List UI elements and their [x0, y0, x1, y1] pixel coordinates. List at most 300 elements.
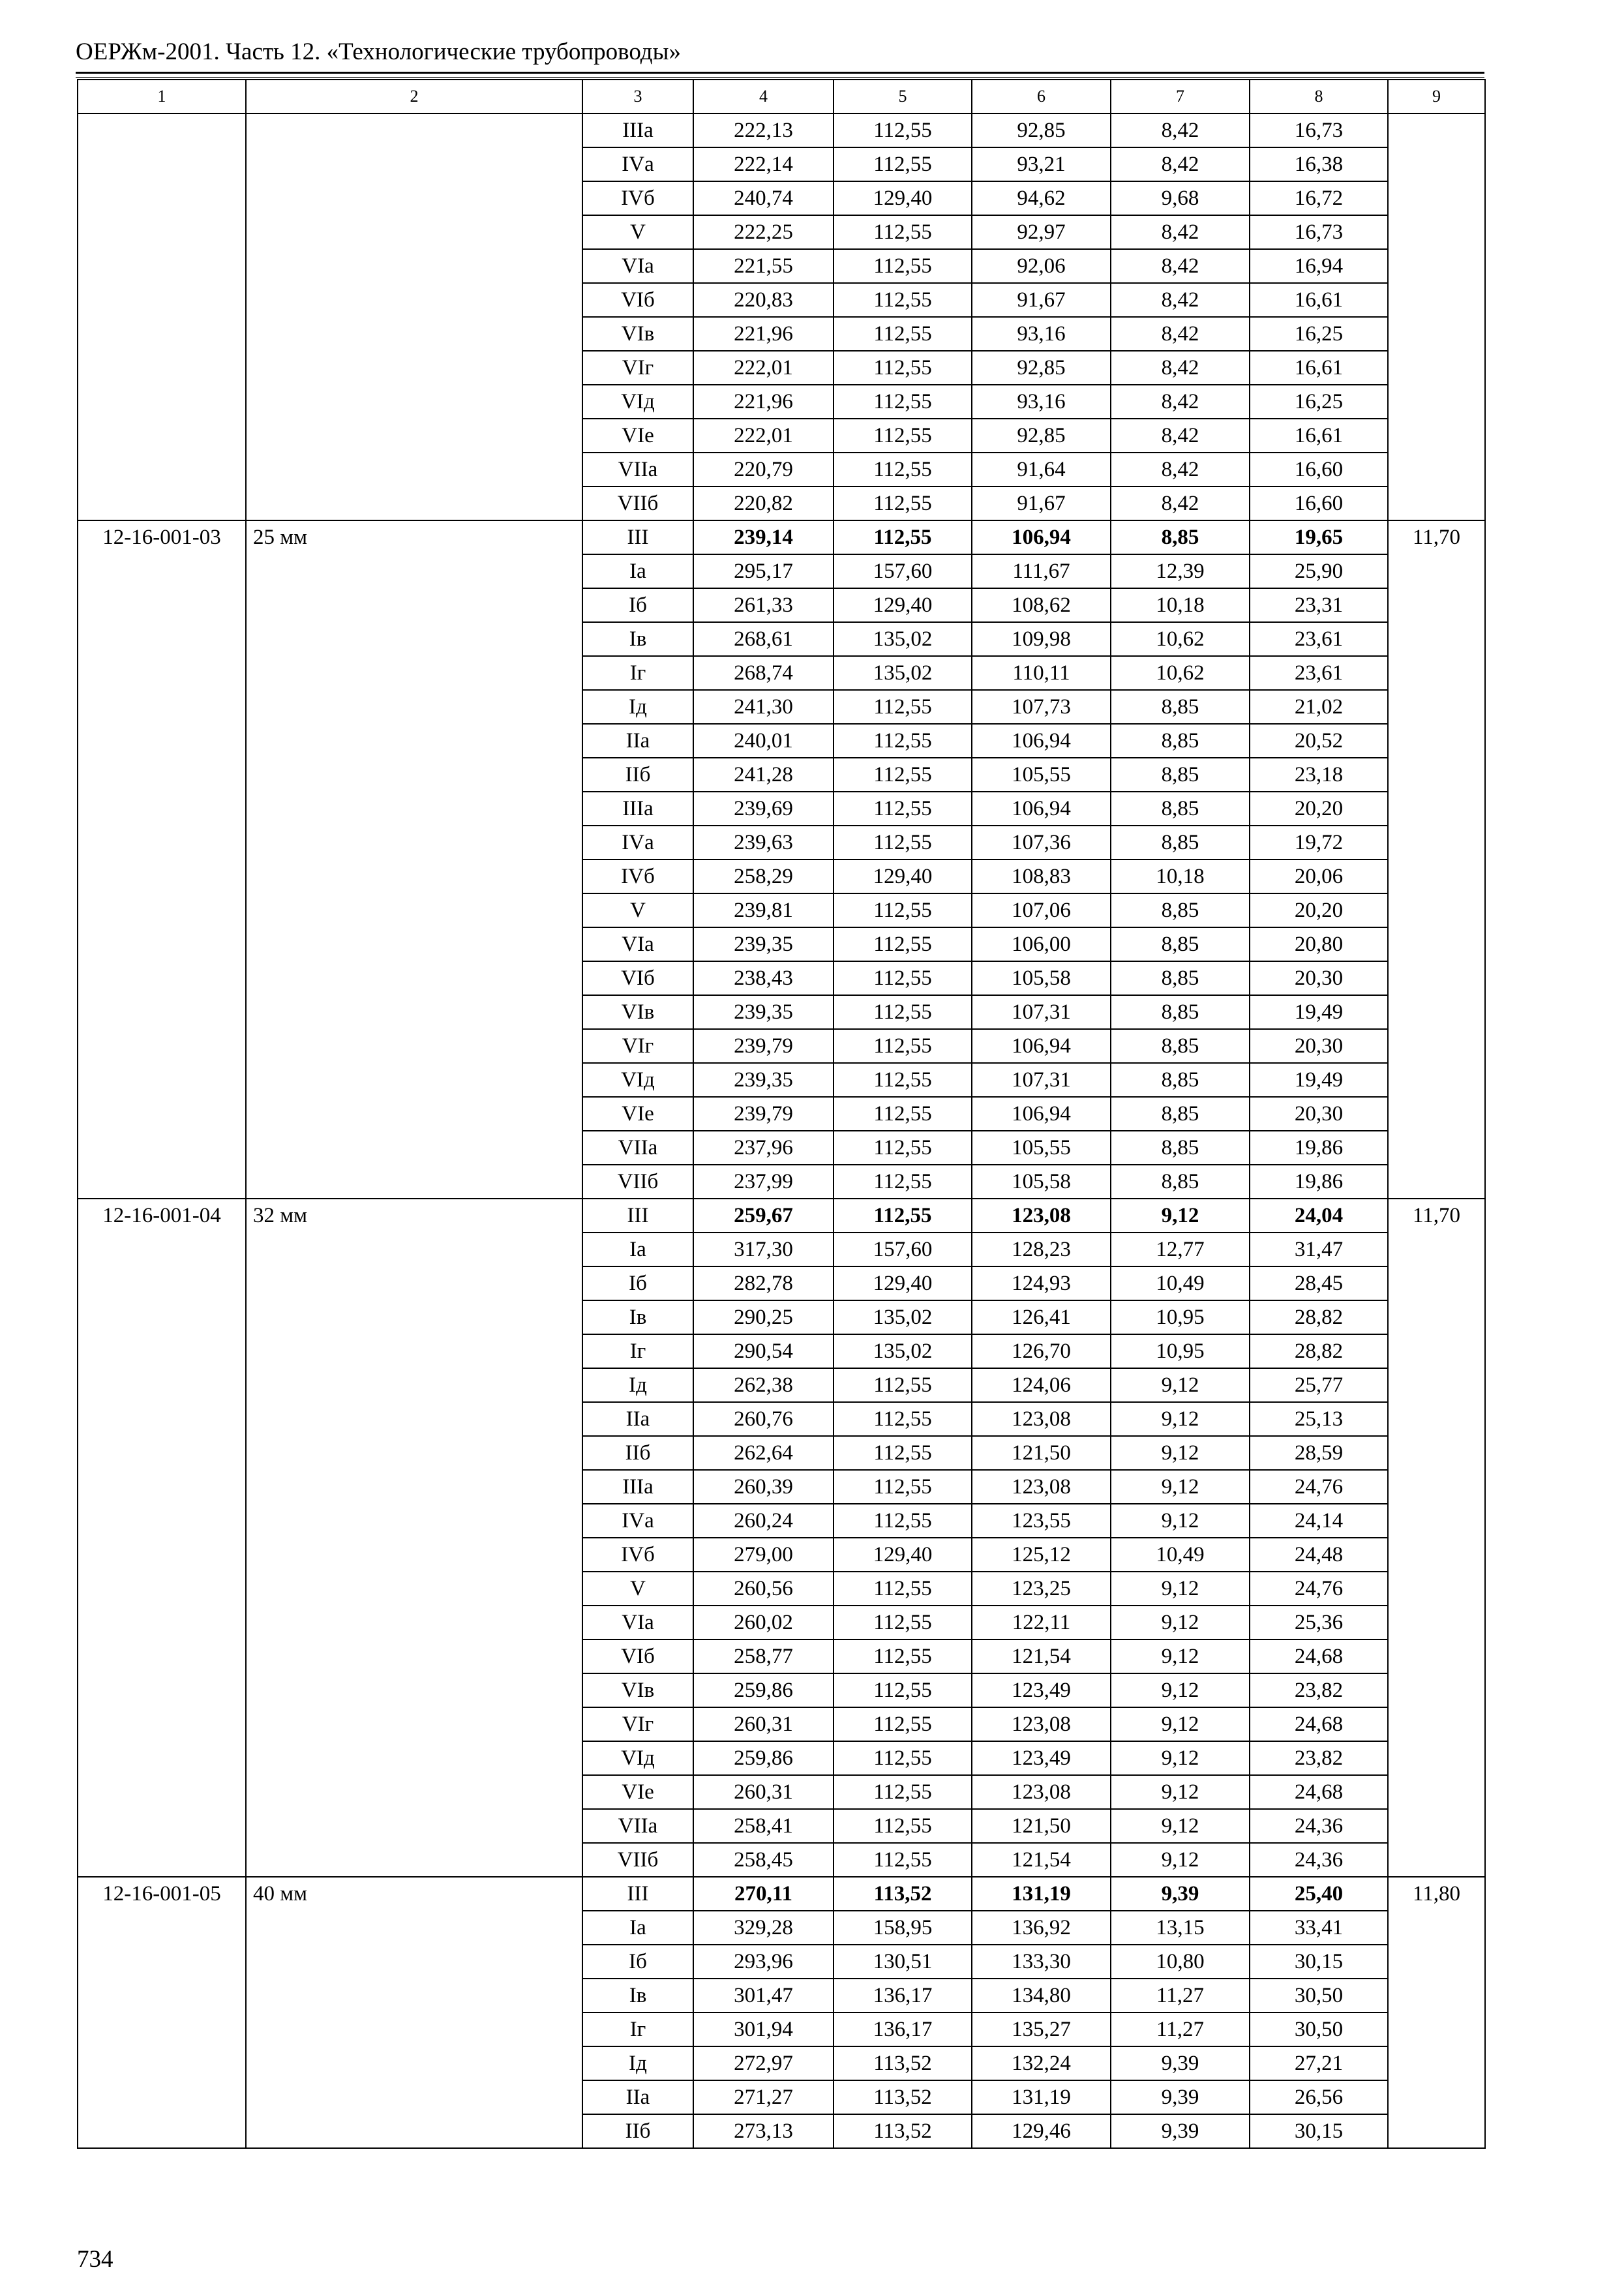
section-cell: IVа — [582, 1504, 693, 1538]
value-cell: 290,54 — [693, 1334, 834, 1368]
value-cell: 135,02 — [834, 656, 972, 690]
section-cell: V — [582, 1572, 693, 1606]
section-cell: IIIа — [582, 792, 693, 826]
value-cell: 8,85 — [1111, 1063, 1250, 1097]
value-cell: 112,55 — [834, 1606, 972, 1639]
value-cell: 23,82 — [1250, 1673, 1388, 1707]
value-cell: 108,62 — [972, 588, 1111, 622]
value-cell: 129,40 — [834, 1538, 972, 1572]
rates-table — [77, 79, 1486, 2149]
value-cell: 20,06 — [1250, 860, 1388, 893]
value-cell: 9,68 — [1111, 181, 1250, 215]
value-cell: 268,61 — [693, 622, 834, 656]
value-cell: 112,55 — [834, 758, 972, 792]
value-cell: 10,80 — [1111, 1945, 1250, 1979]
value-cell: 8,42 — [1111, 113, 1250, 147]
value-cell: 30,15 — [1250, 2114, 1388, 2148]
section-cell: VIIа — [582, 1809, 693, 1843]
value-cell: 20,20 — [1250, 893, 1388, 927]
value-cell: 8,85 — [1111, 724, 1250, 758]
value-cell: 28,59 — [1250, 1436, 1388, 1470]
value-cell: 136,92 — [972, 1911, 1111, 1945]
value-cell: 8,85 — [1111, 927, 1250, 961]
value-cell: 9,12 — [1111, 1402, 1250, 1436]
value-cell: 28,82 — [1250, 1334, 1388, 1368]
section-cell: VIд — [582, 1063, 693, 1097]
value-cell: 136,17 — [834, 1979, 972, 2012]
value-cell: 106,94 — [972, 724, 1111, 758]
value-cell: 24,68 — [1250, 1775, 1388, 1809]
section-cell: IIб — [582, 1436, 693, 1470]
value-cell: 16,61 — [1250, 283, 1388, 317]
value-cell: 112,55 — [834, 1402, 972, 1436]
value-cell: 112,55 — [834, 147, 972, 181]
value-cell: 260,31 — [693, 1775, 834, 1809]
value-cell: 239,69 — [693, 792, 834, 826]
value-cell: 16,61 — [1250, 351, 1388, 385]
value-cell: 112,55 — [834, 1775, 972, 1809]
value-cell: 262,38 — [693, 1368, 834, 1402]
value-cell: 24,14 — [1250, 1504, 1388, 1538]
value-cell: 30,50 — [1250, 2012, 1388, 2046]
value-cell: 92,06 — [972, 249, 1111, 283]
value-cell: 123,08 — [972, 1199, 1111, 1233]
value-cell: 222,13 — [693, 113, 834, 147]
value-cell: 301,47 — [693, 1979, 834, 2012]
value-cell: 112,55 — [834, 1199, 972, 1233]
value-cell: 23,82 — [1250, 1741, 1388, 1775]
value-cell: 112,55 — [834, 520, 972, 554]
column-number: 4 — [693, 80, 834, 113]
section-cell: Iг — [582, 656, 693, 690]
value-cell: 8,42 — [1111, 486, 1250, 520]
value-cell: 129,40 — [834, 181, 972, 215]
value-cell: 8,85 — [1111, 690, 1250, 724]
value-cell: 9,39 — [1111, 2080, 1250, 2114]
column-number: 2 — [246, 80, 582, 113]
value-cell: 8,42 — [1111, 419, 1250, 453]
value-cell: 112,55 — [834, 1165, 972, 1199]
value-cell: 8,42 — [1111, 215, 1250, 249]
col9-value-cell: 11,70 — [1388, 1199, 1485, 1877]
value-cell: 16,94 — [1250, 249, 1388, 283]
value-cell: 30,15 — [1250, 1945, 1388, 1979]
column-number: 8 — [1250, 80, 1388, 113]
section-cell: Iд — [582, 2046, 693, 2080]
value-cell: 10,49 — [1111, 1266, 1250, 1300]
value-cell: 10,49 — [1111, 1538, 1250, 1572]
value-cell: 107,36 — [972, 826, 1111, 860]
value-cell: 112,55 — [834, 113, 972, 147]
value-cell: 9,12 — [1111, 1504, 1250, 1538]
section-cell: IVб — [582, 1538, 693, 1572]
value-cell: 260,24 — [693, 1504, 834, 1538]
value-cell: 9,12 — [1111, 1606, 1250, 1639]
value-cell: 222,25 — [693, 215, 834, 249]
pipe-diameter-cell: 25 мм — [246, 520, 582, 1199]
value-cell: 8,42 — [1111, 351, 1250, 385]
value-cell: 237,96 — [693, 1131, 834, 1165]
table-row — [78, 1877, 1485, 1911]
value-cell: 220,79 — [693, 453, 834, 486]
value-cell: 131,19 — [972, 1877, 1111, 1911]
value-cell: 241,30 — [693, 690, 834, 724]
value-cell: 16,73 — [1250, 215, 1388, 249]
value-cell: 124,93 — [972, 1266, 1111, 1300]
section-cell: IIа — [582, 1402, 693, 1436]
value-cell: 10,18 — [1111, 860, 1250, 893]
value-cell: 24,68 — [1250, 1639, 1388, 1673]
value-cell: 23,61 — [1250, 656, 1388, 690]
value-cell: 24,76 — [1250, 1470, 1388, 1504]
column-number: 1 — [78, 80, 246, 113]
rate-code-cell: 12-16-001-05 — [78, 1877, 246, 2148]
value-cell: 113,52 — [834, 2114, 972, 2148]
value-cell: 21,02 — [1250, 690, 1388, 724]
column-number-row — [78, 80, 1485, 113]
page-header-title: ОЕРЖм-2001. Часть 12. «Технологические трубопроводы» — [76, 38, 681, 65]
value-cell: 106,94 — [972, 1097, 1111, 1131]
value-cell: 157,60 — [834, 554, 972, 588]
value-cell: 258,45 — [693, 1843, 834, 1877]
value-cell: 9,12 — [1111, 1843, 1250, 1877]
value-cell: 121,54 — [972, 1639, 1111, 1673]
value-cell: 260,02 — [693, 1606, 834, 1639]
value-cell: 241,28 — [693, 758, 834, 792]
value-cell: 239,79 — [693, 1097, 834, 1131]
section-cell: Iв — [582, 1979, 693, 2012]
section-cell: VIе — [582, 1097, 693, 1131]
value-cell: 19,49 — [1250, 995, 1388, 1029]
value-cell: 8,42 — [1111, 317, 1250, 351]
value-cell: 128,23 — [972, 1233, 1111, 1266]
value-cell: 129,46 — [972, 2114, 1111, 2148]
value-cell: 25,77 — [1250, 1368, 1388, 1402]
value-cell: 16,25 — [1250, 317, 1388, 351]
value-cell: 259,67 — [693, 1199, 834, 1233]
section-cell: Iв — [582, 1300, 693, 1334]
value-cell: 221,55 — [693, 249, 834, 283]
column-number: 6 — [972, 80, 1111, 113]
value-cell: 262,64 — [693, 1436, 834, 1470]
value-cell: 24,68 — [1250, 1707, 1388, 1741]
value-cell: 23,31 — [1250, 588, 1388, 622]
section-cell: Iв — [582, 622, 693, 656]
value-cell: 112,55 — [834, 249, 972, 283]
value-cell: 9,12 — [1111, 1707, 1250, 1741]
value-cell: 260,31 — [693, 1707, 834, 1741]
column-number: 3 — [582, 80, 693, 113]
value-cell: 239,35 — [693, 995, 834, 1029]
value-cell: 93,16 — [972, 385, 1111, 419]
value-cell: 16,25 — [1250, 385, 1388, 419]
value-cell: 91,67 — [972, 486, 1111, 520]
value-cell: 272,97 — [693, 2046, 834, 2080]
value-cell: 26,56 — [1250, 2080, 1388, 2114]
header-rule-thick — [76, 72, 1484, 74]
pipe-diameter-cell: 40 мм — [246, 1877, 582, 2148]
value-cell: 10,18 — [1111, 588, 1250, 622]
value-cell: 222,01 — [693, 351, 834, 385]
rate-code-cell — [78, 113, 246, 520]
section-cell: IIIа — [582, 1470, 693, 1504]
value-cell: 121,50 — [972, 1436, 1111, 1470]
section-cell: VIIа — [582, 1131, 693, 1165]
value-cell: 106,94 — [972, 792, 1111, 826]
value-cell: 123,08 — [972, 1402, 1111, 1436]
value-cell: 221,96 — [693, 385, 834, 419]
rates-table-body — [78, 80, 1485, 2148]
value-cell: 122,11 — [972, 1606, 1111, 1639]
section-cell: Iд — [582, 1368, 693, 1402]
value-cell: 134,80 — [972, 1979, 1111, 2012]
value-cell: 23,18 — [1250, 758, 1388, 792]
section-cell: Iг — [582, 2012, 693, 2046]
value-cell: 20,52 — [1250, 724, 1388, 758]
value-cell: 112,55 — [834, 1436, 972, 1470]
value-cell: 9,12 — [1111, 1572, 1250, 1606]
section-cell: VIIа — [582, 453, 693, 486]
col9-value-cell — [1388, 113, 1485, 520]
value-cell: 109,98 — [972, 622, 1111, 656]
value-cell: 123,08 — [972, 1470, 1111, 1504]
table-row — [78, 113, 1485, 147]
value-cell: 91,67 — [972, 283, 1111, 317]
value-cell: 112,55 — [834, 792, 972, 826]
column-number: 7 — [1111, 80, 1250, 113]
section-cell: VIа — [582, 249, 693, 283]
value-cell: 112,55 — [834, 453, 972, 486]
value-cell: 112,55 — [834, 1029, 972, 1063]
value-cell: 135,02 — [834, 1300, 972, 1334]
value-cell: 112,55 — [834, 826, 972, 860]
value-cell: 112,55 — [834, 1470, 972, 1504]
section-cell: Iб — [582, 1945, 693, 1979]
value-cell: 9,12 — [1111, 1368, 1250, 1402]
section-cell: VIв — [582, 995, 693, 1029]
section-cell: V — [582, 893, 693, 927]
pipe-diameter-cell: 32 мм — [246, 1199, 582, 1877]
value-cell: 107,06 — [972, 893, 1111, 927]
value-cell: 31,47 — [1250, 1233, 1388, 1266]
section-cell: VIе — [582, 419, 693, 453]
value-cell: 124,06 — [972, 1368, 1111, 1402]
value-cell: 112,55 — [834, 1843, 972, 1877]
value-cell: 8,85 — [1111, 995, 1250, 1029]
section-cell: VIе — [582, 1775, 693, 1809]
rate-code-cell: 12-16-001-03 — [78, 520, 246, 1199]
value-cell: 112,55 — [834, 1639, 972, 1673]
section-cell: IIа — [582, 724, 693, 758]
value-cell: 293,96 — [693, 1945, 834, 1979]
value-cell: 112,55 — [834, 1131, 972, 1165]
value-cell: 105,55 — [972, 758, 1111, 792]
value-cell: 105,58 — [972, 961, 1111, 995]
value-cell: 238,43 — [693, 961, 834, 995]
value-cell: 113,52 — [834, 1877, 972, 1911]
value-cell: 290,25 — [693, 1300, 834, 1334]
value-cell: 135,02 — [834, 622, 972, 656]
value-cell: 16,73 — [1250, 113, 1388, 147]
section-cell: Iд — [582, 690, 693, 724]
value-cell: 12,77 — [1111, 1233, 1250, 1266]
value-cell: 23,61 — [1250, 622, 1388, 656]
value-cell: 9,12 — [1111, 1673, 1250, 1707]
section-cell: Iа — [582, 1233, 693, 1266]
value-cell: 158,95 — [834, 1911, 972, 1945]
value-cell: 126,70 — [972, 1334, 1111, 1368]
section-cell: VIд — [582, 1741, 693, 1775]
value-cell: 91,64 — [972, 453, 1111, 486]
value-cell: 24,48 — [1250, 1538, 1388, 1572]
value-cell: 260,76 — [693, 1402, 834, 1436]
value-cell: 8,85 — [1111, 792, 1250, 826]
value-cell: 11,27 — [1111, 2012, 1250, 2046]
value-cell: 19,72 — [1250, 826, 1388, 860]
value-cell: 329,28 — [693, 1911, 834, 1945]
value-cell: 9,12 — [1111, 1809, 1250, 1843]
value-cell: 273,13 — [693, 2114, 834, 2148]
value-cell: 8,42 — [1111, 249, 1250, 283]
value-cell: 92,85 — [972, 351, 1111, 385]
value-cell: 123,08 — [972, 1707, 1111, 1741]
value-cell: 112,55 — [834, 317, 972, 351]
value-cell: 105,58 — [972, 1165, 1111, 1199]
value-cell: 123,49 — [972, 1673, 1111, 1707]
value-cell: 129,40 — [834, 1266, 972, 1300]
value-cell: 112,55 — [834, 1097, 972, 1131]
value-cell: 9,12 — [1111, 1199, 1250, 1233]
value-cell: 112,55 — [834, 1572, 972, 1606]
section-cell: IIIа — [582, 113, 693, 147]
column-number: 5 — [834, 80, 972, 113]
value-cell: 123,08 — [972, 1775, 1111, 1809]
value-cell: 8,85 — [1111, 1165, 1250, 1199]
value-cell: 108,83 — [972, 860, 1111, 893]
section-cell: IVа — [582, 826, 693, 860]
value-cell: 112,55 — [834, 1368, 972, 1402]
value-cell: 317,30 — [693, 1233, 834, 1266]
value-cell: 25,13 — [1250, 1402, 1388, 1436]
value-cell: 129,40 — [834, 860, 972, 893]
value-cell: 25,90 — [1250, 554, 1388, 588]
value-cell: 93,21 — [972, 147, 1111, 181]
section-cell: IIа — [582, 2080, 693, 2114]
value-cell: 8,85 — [1111, 893, 1250, 927]
value-cell: 222,01 — [693, 419, 834, 453]
value-cell: 260,39 — [693, 1470, 834, 1504]
value-cell: 8,85 — [1111, 758, 1250, 792]
value-cell: 16,60 — [1250, 486, 1388, 520]
rate-code-cell: 12-16-001-04 — [78, 1199, 246, 1877]
value-cell: 220,82 — [693, 486, 834, 520]
value-cell: 259,86 — [693, 1673, 834, 1707]
section-cell: VIг — [582, 351, 693, 385]
value-cell: 9,12 — [1111, 1639, 1250, 1673]
value-cell: 106,94 — [972, 520, 1111, 554]
value-cell: 8,42 — [1111, 453, 1250, 486]
value-cell: 9,39 — [1111, 1877, 1250, 1911]
value-cell: 112,55 — [834, 995, 972, 1029]
section-cell: VIIб — [582, 1165, 693, 1199]
value-cell: 8,85 — [1111, 1029, 1250, 1063]
value-cell: 19,86 — [1250, 1165, 1388, 1199]
section-cell: VIIб — [582, 486, 693, 520]
value-cell: 237,99 — [693, 1165, 834, 1199]
col9-value-cell: 11,70 — [1388, 520, 1485, 1199]
pipe-diameter-cell — [246, 113, 582, 520]
value-cell: 123,55 — [972, 1504, 1111, 1538]
value-cell: 113,52 — [834, 2080, 972, 2114]
value-cell: 135,02 — [834, 1334, 972, 1368]
value-cell: 112,55 — [834, 419, 972, 453]
value-cell: 11,27 — [1111, 1979, 1250, 2012]
section-cell: VIб — [582, 961, 693, 995]
value-cell: 270,11 — [693, 1877, 834, 1911]
value-cell: 112,55 — [834, 961, 972, 995]
value-cell: 24,36 — [1250, 1843, 1388, 1877]
value-cell: 258,29 — [693, 860, 834, 893]
value-cell: 19,86 — [1250, 1131, 1388, 1165]
value-cell: 9,12 — [1111, 1741, 1250, 1775]
value-cell: 24,04 — [1250, 1199, 1388, 1233]
value-cell: 20,30 — [1250, 961, 1388, 995]
value-cell: 10,95 — [1111, 1300, 1250, 1334]
value-cell: 157,60 — [834, 1233, 972, 1266]
value-cell: 112,55 — [834, 215, 972, 249]
section-cell: Iа — [582, 1911, 693, 1945]
value-cell: 8,42 — [1111, 283, 1250, 317]
value-cell: 92,85 — [972, 113, 1111, 147]
value-cell: 268,74 — [693, 656, 834, 690]
value-cell: 28,45 — [1250, 1266, 1388, 1300]
value-cell: 240,74 — [693, 181, 834, 215]
value-cell: 16,38 — [1250, 147, 1388, 181]
value-cell: 260,56 — [693, 1572, 834, 1606]
col9-value-cell: 11,80 — [1388, 1877, 1485, 2148]
value-cell: 111,67 — [972, 554, 1111, 588]
value-cell: 9,39 — [1111, 2046, 1250, 2080]
value-cell: 106,00 — [972, 927, 1111, 961]
value-cell: 20,30 — [1250, 1097, 1388, 1131]
table-row — [78, 1199, 1485, 1233]
section-cell: VIа — [582, 1606, 693, 1639]
section-cell: Iа — [582, 554, 693, 588]
value-cell: 16,61 — [1250, 419, 1388, 453]
value-cell: 8,42 — [1111, 385, 1250, 419]
value-cell: 9,39 — [1111, 2114, 1250, 2148]
value-cell: 222,14 — [693, 147, 834, 181]
value-cell: 220,83 — [693, 283, 834, 317]
value-cell: 110,11 — [972, 656, 1111, 690]
value-cell: 135,27 — [972, 2012, 1111, 2046]
value-cell: 112,55 — [834, 1707, 972, 1741]
value-cell: 16,72 — [1250, 181, 1388, 215]
value-cell: 123,49 — [972, 1741, 1111, 1775]
value-cell: 20,80 — [1250, 927, 1388, 961]
header-rule-thin — [76, 77, 1484, 78]
value-cell: 107,31 — [972, 995, 1111, 1029]
value-cell: 8,85 — [1111, 961, 1250, 995]
value-cell: 258,41 — [693, 1809, 834, 1843]
value-cell: 30,50 — [1250, 1979, 1388, 2012]
value-cell: 33,41 — [1250, 1911, 1388, 1945]
value-cell: 126,41 — [972, 1300, 1111, 1334]
section-cell: VIг — [582, 1707, 693, 1741]
page-number: 734 — [77, 2246, 113, 2273]
value-cell: 93,16 — [972, 317, 1111, 351]
section-cell: III — [582, 1199, 693, 1233]
